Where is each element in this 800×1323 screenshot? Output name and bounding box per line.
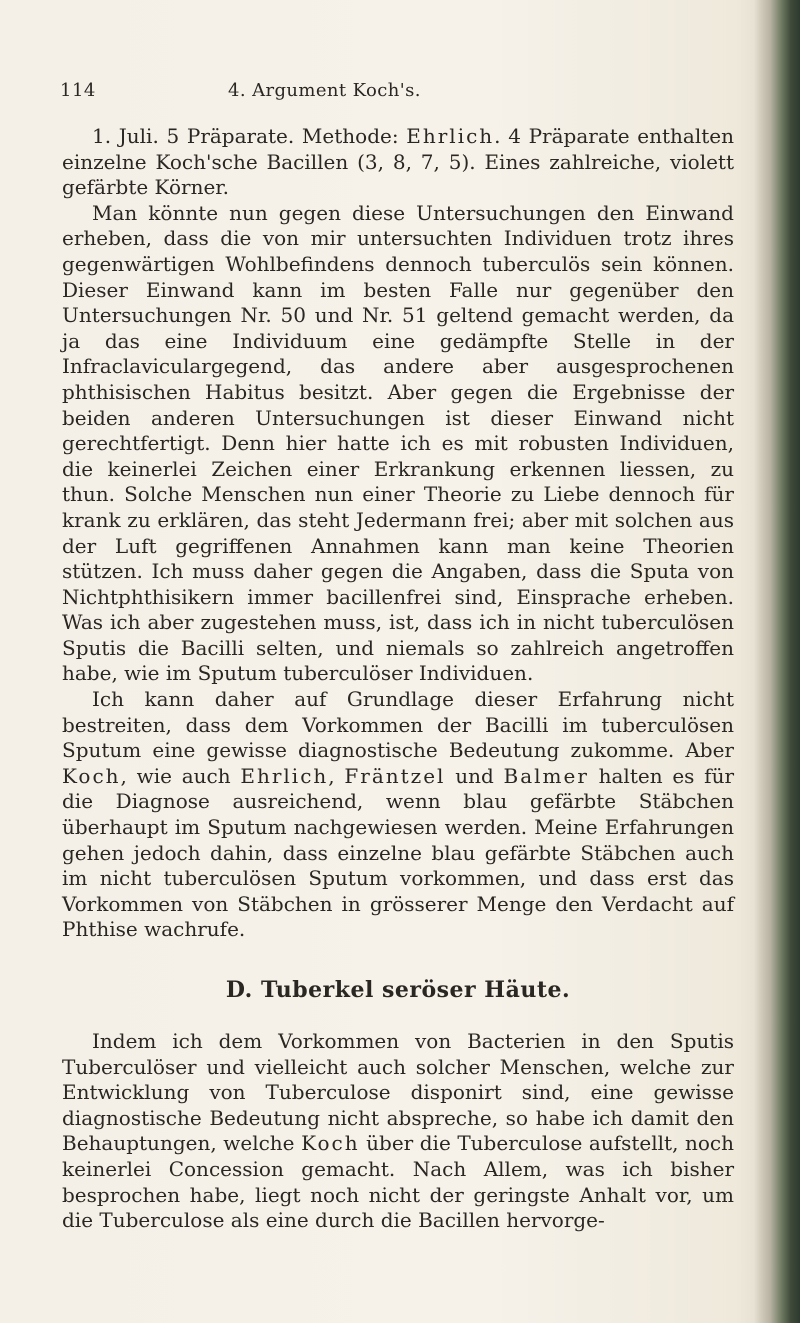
name-ehrlich: Ehrlich (240, 763, 329, 788)
section-heading: D. Tuberkel seröser Häute. (225, 977, 571, 1003)
paragraph-1: 1. Juli. 5 Präparate. Methode: Ehrlich. 4 Präparate enthalten einzelne Koch'sche Bacillen (3, 8, 7, 5). Eines zahlreiche, violett gefärbte Körner. (62, 124, 734, 200)
name-ehrlich: Ehrlich (406, 124, 495, 148)
book-spine-shadow (754, 0, 800, 1323)
name-balmer: Balmer (503, 763, 589, 788)
name-koch: Koch (62, 763, 121, 788)
name-fraentzel: Fräntzel (344, 763, 446, 788)
running-head (60, 80, 732, 106)
paragraph-2: Man könnte nun gegen diese Untersuchungen den Einwand erheben, dass die von mir untersuchten Individuen trotz ihres gegenwärtigen Wohlbefindens dennoch tuberculös sein können. Dieser Einwand kann im besten Falle nur gegenüber den Untersuchungen Nr. 50 und Nr. 51 geltend gemacht werden, da ja das eine Individuum eine gedämpfte Stelle in der Infraclaviculargegend, das andere aber ausgesprochenen phthisischen Habitus besitzt. Aber gegen die Ergebnisse der beiden anderen Untersuchungen ist dieser Einwand nicht gerechtfertigt. Denn hier hatte ich es mit robusten Individuen, die keinerlei Zeichen einer Erkrankung erkennen liessen, zu thun. Solche Menschen nun einer Theorie zu Liebe dennoch für krank zu erklären, das steht Jedermann frei; aber mit solchen aus der Luft gegriffenen Annahmen kann man keine Theorien stützen. Ich muss daher gegen die Angaben, dass die Sputa von Nichtphthisikern immer bacillenfrei sind, Einsprache erheben. Was ich aber zugestehen muss, ist, dass ich in nicht tuberculösen Sputis die Bacilli selten, und niemals so zahlreich angetroffen habe, wie im Sputum tuberculöser Individuen. (62, 200, 734, 686)
paragraph-4: Indem ich dem Vorkommen von Bacterien in den Sputis Tuberculöser und vielleicht auch solcher Menschen, welche zur Entwicklung von Tuberculose disponirt sind, eine gewisse diagnostische Bedeutung nicht abspreche, so habe ich damit den Behauptungen, welche Koch über die Tuberculose aufstellt, noch keinerlei Concession gemacht. Nach Allem, was ich bisher besprochen habe, liegt noch nicht der geringste Anhalt vor, um die Tuberculose als eine durch die Bacillen hervorge- (62, 1029, 734, 1233)
running-title: 4. Argument Koch's. (228, 80, 421, 101)
text-block (62, 124, 734, 1234)
page-number: 114 (60, 80, 96, 101)
name-koch: Koch (301, 1131, 360, 1156)
paragraph-3: Ich kann daher auf Grundlage dieser Erfahrung nicht bestreiten, dass dem Vorkommen der Bacilli im tuberculösen Sputum eine gewisse diagnostische Bedeutung zukomme. Aber Koch, wie auch Ehrlich, Fräntzel und Balmer halten es für die Diagnose ausreichend, wenn blau gefärbte Stäbchen überhaupt im Sputum nachgewiesen werden. Meine Erfahrungen gehen jedoch dahin, dass einzelne blau gefärbte Stäbchen auch im nicht tuberculösen Sputum vorkommen, und dass erst das Vorkommen von Stäbchen in grösserer Menge den Verdacht auf Phthise wachrufe. (62, 687, 735, 942)
